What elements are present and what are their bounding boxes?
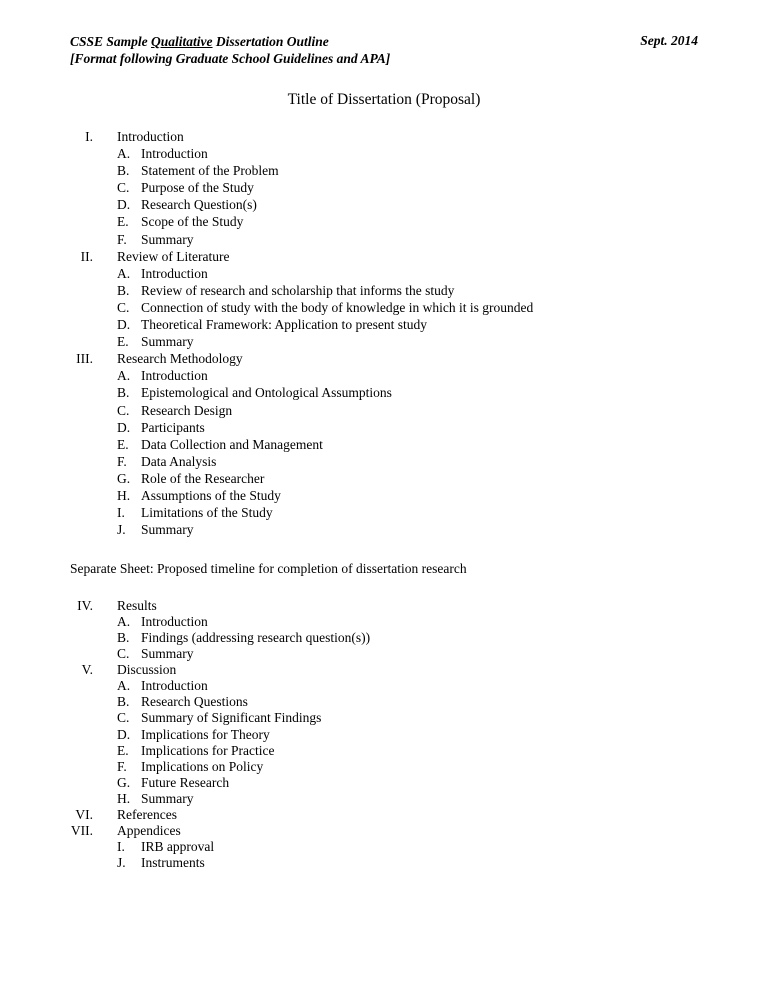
header-underlined-text: Qualitative bbox=[151, 34, 213, 49]
outline-item bbox=[0, 282, 768, 299]
item-letter: C. bbox=[117, 646, 130, 662]
outline-item bbox=[0, 743, 768, 759]
outline-item bbox=[0, 839, 768, 855]
item-letter: E. bbox=[117, 742, 129, 758]
item-text: Instruments bbox=[141, 855, 205, 870]
item-letter: H. bbox=[117, 487, 131, 503]
item-text: Statement of the Problem bbox=[141, 163, 279, 179]
item-text: Implications for Practice bbox=[141, 742, 275, 758]
item-text: Introduction bbox=[141, 265, 208, 281]
section-numeral: II. bbox=[80, 248, 93, 264]
outline-item bbox=[0, 759, 768, 775]
item-text: Implications on Policy bbox=[141, 758, 264, 774]
item-letter: F. bbox=[117, 231, 127, 247]
document-title: Title of Dissertation (Proposal) bbox=[287, 91, 481, 108]
section-title: Introduction bbox=[117, 129, 184, 144]
item-text: Research Design bbox=[141, 402, 233, 418]
item-text: Summary bbox=[141, 646, 194, 662]
item-letter: J. bbox=[117, 522, 126, 538]
document-header bbox=[70, 33, 390, 67]
item-letter: B. bbox=[117, 163, 130, 179]
separate-sheet-note: Separate Sheet: Proposed timeline for completion of dissertation research bbox=[70, 561, 467, 576]
item-letter: B. bbox=[117, 282, 130, 298]
outline-item bbox=[0, 487, 768, 504]
item-letter: A. bbox=[117, 146, 131, 162]
item-letter: I. bbox=[117, 505, 125, 521]
item-text: Introduction bbox=[141, 614, 208, 630]
section-title: Research Methodology bbox=[117, 351, 243, 367]
item-text: Summary bbox=[141, 231, 194, 247]
item-letter: A. bbox=[117, 265, 131, 281]
section-numeral: VI. bbox=[75, 806, 93, 822]
outline-item bbox=[0, 521, 768, 538]
item-text: Participants bbox=[141, 419, 205, 435]
item-letter: D. bbox=[117, 419, 131, 435]
item-letter: D. bbox=[117, 197, 131, 213]
outline-item bbox=[0, 710, 768, 726]
item-letter: B. bbox=[117, 694, 130, 710]
header-date: Sept. 2014 bbox=[640, 33, 698, 48]
item-text: Theoretical Framework: Application to present study bbox=[141, 317, 428, 333]
item-letter: B. bbox=[117, 385, 130, 401]
outline-part-2 bbox=[0, 598, 768, 871]
header-line-1 bbox=[70, 33, 390, 50]
outline-item bbox=[0, 646, 768, 662]
section-title: Appendices bbox=[117, 822, 181, 838]
item-text: Epistemological and Ontological Assumptions bbox=[141, 385, 392, 401]
item-letter: G. bbox=[117, 470, 131, 486]
section-heading bbox=[0, 598, 768, 614]
item-letter: A. bbox=[117, 614, 131, 630]
item-text: Review of research and scholarship that informs the study bbox=[141, 282, 455, 298]
outline-item bbox=[0, 179, 768, 196]
item-text: Limitations of the Study bbox=[141, 505, 273, 521]
item-letter: B. bbox=[117, 630, 130, 646]
section-heading bbox=[0, 807, 768, 823]
section-heading bbox=[0, 350, 768, 367]
item-text: Summary bbox=[141, 334, 194, 350]
section-heading bbox=[0, 662, 768, 678]
section-title: Results bbox=[117, 598, 157, 613]
outline-item bbox=[0, 855, 768, 871]
item-text: Introduction bbox=[141, 678, 208, 694]
item-text: Introduction bbox=[141, 146, 208, 162]
outline-item bbox=[0, 196, 768, 213]
item-letter: C. bbox=[117, 180, 130, 196]
outline-item bbox=[0, 145, 768, 162]
item-text: Role of the Researcher bbox=[141, 470, 265, 486]
item-letter: F. bbox=[117, 453, 127, 469]
item-text: Connection of study with the body of knowledge in which it is grounded bbox=[141, 299, 534, 315]
item-letter: E. bbox=[117, 334, 129, 350]
outline-item bbox=[0, 694, 768, 710]
outline-item bbox=[0, 265, 768, 282]
section-heading bbox=[0, 823, 768, 839]
section-numeral: I. bbox=[85, 129, 93, 144]
section-heading bbox=[0, 128, 768, 145]
outline-item bbox=[0, 614, 768, 630]
outline-item bbox=[0, 436, 768, 453]
item-text: Future Research bbox=[141, 774, 230, 790]
item-text: Research Questions bbox=[141, 694, 248, 710]
section-numeral: VII. bbox=[70, 822, 93, 838]
item-text: Data Analysis bbox=[141, 453, 217, 469]
outline-item bbox=[0, 775, 768, 791]
item-text: Summary of Significant Findings bbox=[141, 710, 322, 726]
item-text: Introduction bbox=[141, 368, 208, 384]
outline-item bbox=[0, 453, 768, 470]
item-text: Summary bbox=[141, 522, 194, 538]
item-letter: I. bbox=[117, 838, 125, 854]
item-text: Purpose of the Study bbox=[141, 180, 254, 196]
outline-item bbox=[0, 299, 768, 316]
item-letter: D. bbox=[117, 726, 131, 742]
outline-item bbox=[0, 678, 768, 694]
item-text: Scope of the Study bbox=[141, 214, 244, 230]
section-title: Review of Literature bbox=[117, 248, 230, 264]
section-numeral: III. bbox=[76, 351, 93, 367]
section-heading bbox=[0, 248, 768, 265]
outline-part-1 bbox=[0, 128, 768, 538]
item-letter: F. bbox=[117, 758, 127, 774]
item-letter: C. bbox=[117, 710, 130, 726]
item-letter: G. bbox=[117, 774, 131, 790]
item-letter: J. bbox=[117, 855, 126, 870]
outline-item bbox=[0, 213, 768, 230]
outline-item bbox=[0, 402, 768, 419]
outline-item bbox=[0, 470, 768, 487]
header-text: Dissertation Outline bbox=[212, 34, 329, 49]
section-title: Discussion bbox=[117, 662, 177, 678]
item-text: Findings (addressing research question(s)) bbox=[141, 630, 371, 646]
header-line-2: [Format following Graduate School Guidelines and APA] bbox=[70, 51, 391, 66]
item-letter: D. bbox=[117, 317, 131, 333]
section-title: References bbox=[117, 806, 177, 822]
outline-item bbox=[0, 333, 768, 350]
section-numeral: V. bbox=[81, 662, 93, 678]
item-text: Research Question(s) bbox=[141, 197, 257, 213]
outline-item bbox=[0, 231, 768, 248]
item-letter: E. bbox=[117, 436, 129, 452]
outline-item bbox=[0, 384, 768, 401]
outline-item bbox=[0, 727, 768, 743]
outline-item bbox=[0, 419, 768, 436]
outline-item bbox=[0, 630, 768, 646]
item-letter: C. bbox=[117, 402, 130, 418]
item-text: Summary bbox=[141, 790, 194, 806]
item-letter: H. bbox=[117, 790, 131, 806]
item-letter: E. bbox=[117, 214, 129, 230]
item-letter: A. bbox=[117, 678, 131, 694]
outline-item bbox=[0, 316, 768, 333]
item-text: Implications for Theory bbox=[141, 726, 270, 742]
item-text: IRB approval bbox=[141, 838, 215, 854]
outline-item bbox=[0, 162, 768, 179]
item-letter: C. bbox=[117, 299, 130, 315]
item-text: Data Collection and Management bbox=[141, 436, 323, 452]
outline-item bbox=[0, 504, 768, 521]
item-letter: A. bbox=[117, 368, 131, 384]
outline-item bbox=[0, 791, 768, 807]
item-text: Assumptions of the Study bbox=[141, 487, 281, 503]
header-text: CSSE Sample bbox=[70, 34, 152, 49]
section-numeral: IV. bbox=[77, 598, 93, 613]
outline-item bbox=[0, 367, 768, 384]
